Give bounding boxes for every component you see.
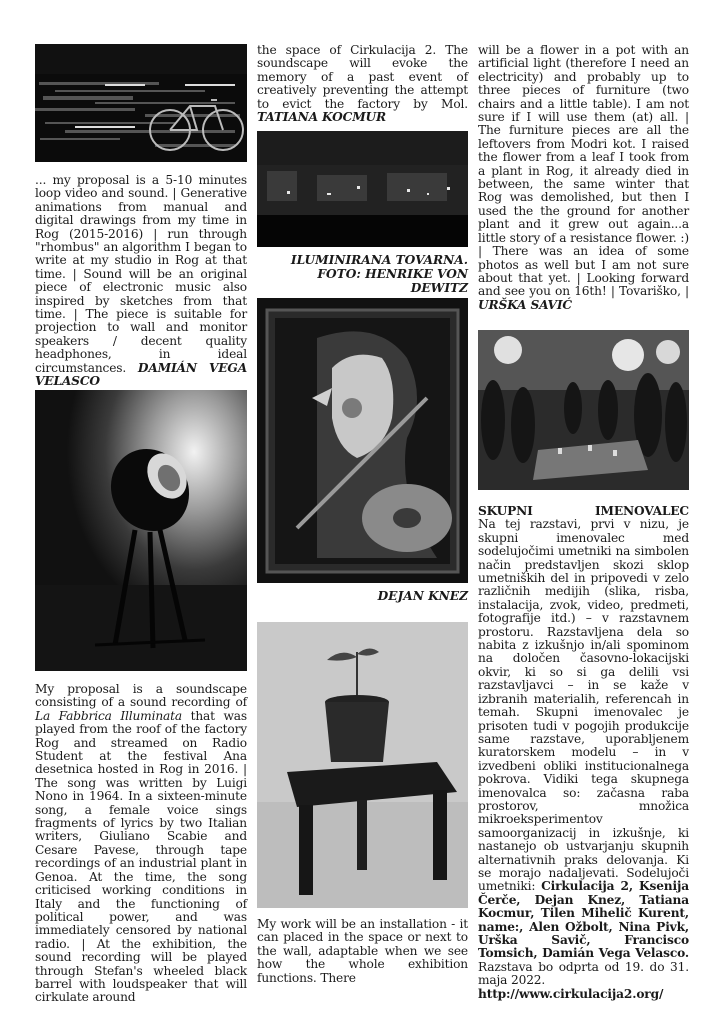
bicycle-video-still-photo <box>35 44 247 162</box>
exhibition-crowd-photo <box>478 330 689 490</box>
tatiana-proposal-body-1: My proposal is a soundscape consisting of a sound recording of <box>35 682 247 710</box>
tatiana-proposal-body-3: the space of Cirkulacija 2. The soundscape will evoke the memory of a past event of creatively preventing the attempt to evict the factory by Mol. <box>257 43 468 111</box>
artists-list: Cirkulacija 2, Ksenija Čerče, Dejan Knez, Tatiana Kocmur, Tilen Mihelič Kurent, name:, Alen Ožbolt, Nina Pivk, Urška Savič, Francisco Tomsich, Damián Vega Velasco. <box>478 879 689 961</box>
urska-proposal-body-1: My work will be an installation - it can placed in the space or next to the wall, adaptable when we see how the whole exhibition functions. There <box>257 917 468 985</box>
painting-caption: DEJAN KNEZ <box>377 589 468 603</box>
credit-damian: DAMIÁN VEGA VELASCO <box>35 360 247 389</box>
common-denominator-section <box>478 505 689 1001</box>
section-heading <box>478 505 689 518</box>
website-link[interactable]: http://www.cirkulacija2.org/ <box>478 986 664 1001</box>
heading-word-2: IMENOVALEC <box>594 504 689 518</box>
damian-proposal-body: ... my proposal is a 5-10 minutes loop video and sound. | Generative animations from manual and digital drawings from my time in Rog (2015-2016) | run through "rhombus" an algorithm I began to write at my studio in Rog at that time. | Sound will be an original piece of electronic music also inspired by sketches from that time. | The piece is suitable for projection to wall and monitor speakers / decent quality headphones, in ideal circumstances. <box>35 173 247 375</box>
painting-photo <box>257 298 468 583</box>
work-title-fabbrica: La Fabbrica Illuminata <box>35 708 183 723</box>
damian-proposal-text <box>35 174 247 389</box>
factory-photo-caption: ILUMINIRANA TOVARNA. FOTO: HENRIKE VON DEWITZ <box>290 253 468 295</box>
urska-proposal-text-part2 <box>478 44 689 312</box>
flower-pot-photo <box>257 622 468 908</box>
credit-urska: URŠKA SAVIĆ <box>478 297 572 312</box>
urska-proposal-body-2: will be a flower in a pot with an artificial light (therefore I need an electricity) and probably up to three pieces of furniture (two chairs and a little table). I am not sure if I will use them (at) all. | The furniture pieces are all the leftovers from Modri kot. I raised the flower from a leaf I took from a plant in Rog, it already died in between, the same winter that Rog was demolished, but then I used the the ground for another plant and it grew out again...a little story of a resistance flower. :) | There was an idea of some photos as well but I am not sure about that yet. | Looking forward and see you on 16th! | Tovariško, | <box>478 43 689 299</box>
exhibition-dates: Razstava bo odprta od 19. do 31. maja 2022. <box>478 959 689 988</box>
urska-proposal-text-part1 <box>257 918 468 985</box>
tatiana-proposal-body-2: that was played from the roof of the factory Rog and streamed on Radio Student at the festival Ana desetnica hosted in Rog in 2016. | The song was written by Luigi Nono in 1964. In a sixteen-minute song, a female voice sings fragments of lyrics by two Italian writers, Giuliano Scabie and Cesare Pavese, through tape recordings of an industrial plant in Genoa. At the time, the song criticised working conditions in Italy and the functioning of political power, and was immediately censored by national radio. | At the exhibition, the sound recording will be played through Stefan's wheeled black barrel with loudspeaker that will cirkulate around <box>35 708 247 1005</box>
illuminated-factory-photo <box>257 131 468 247</box>
tatiana-proposal-text-part1 <box>35 683 247 1005</box>
section-body: Na tej razstavi, prvi v nizu, je skupni imenovalec med sodelujočimi umetniki na simbolen način predstavljen skozi sklop umetniških del in pripovedi v zelo različnih medijih (slika, risba, instalacija, zvok, video, predmeti, fotografije itd.) – v razstavnem prostoru. Razstavljena dela so nabita z izkušnjo in/ali spominom na določen časovno-lokacijski okvir, ki so si ga delili vsi razstavljavci – in se kaže v izbranih materialih, referencah in temah. Skupni imenovalec je prisoten tudi v pogojih produkcije same razstave, uporabljenem kuratorskem modelu – in v izvedbeni obliki institucionalnega pokrova. Vidiki tega skupnega imenovalca so: začasna raba prostorov, množica mikroeksperimentov samoorganizacij in izkušnje, ki nastanejo ob ustvarjanju skupnih alternativnih praks delovanja. Ki se morajo nadaljevati. Sodelujoči umetniki: <box>478 517 689 894</box>
spotlight-photo <box>35 390 247 671</box>
heading-word-1: SKUPNI <box>478 504 533 518</box>
credit-tatiana: TATIANA KOCMUR <box>257 110 386 125</box>
tatiana-proposal-text-part2 <box>257 44 468 124</box>
